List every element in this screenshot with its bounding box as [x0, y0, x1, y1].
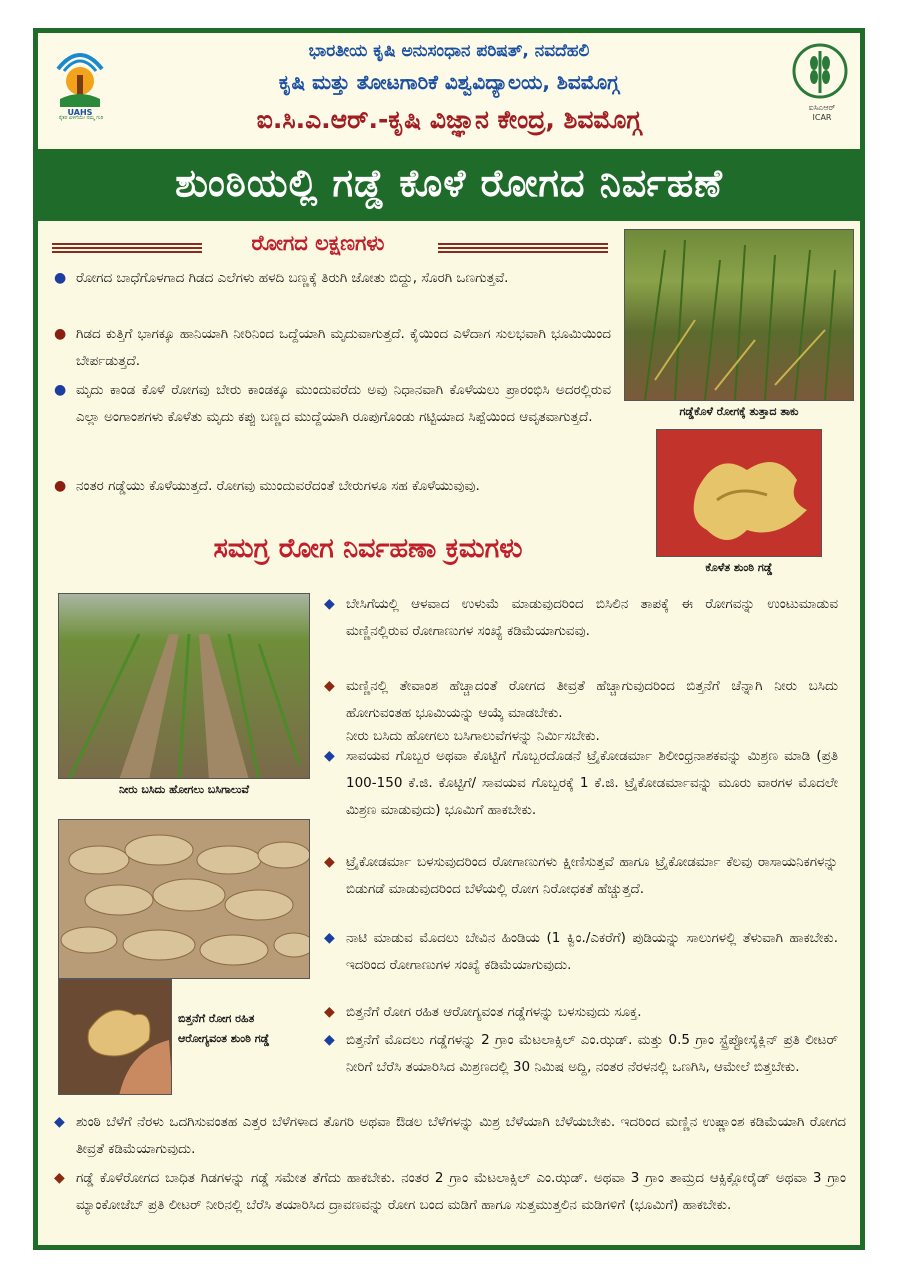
management-text: ಬಿತ್ತನೆಗೆ ರೋಗ ರಹಿತ ಆರೋಗ್ಯವಂತ ಗಡ್ಡೆಗಳನ್ನು ಬಳಸುವುದು ಸೂಕ್ತ. — [346, 1004, 642, 1020]
bullet-dot-icon: ● — [54, 478, 67, 494]
symptom-text: ರೋಗದ ಬಾಧೆಗೊಳಗಾದ ಗಿಡದ ಎಲೆಗಳು ಹಳದಿ ಬಣ್ಣಕ್ಕೆ ತಿರುಗಿ ಜೋತು ಬಿದ್ದು, ಸೊರಗಿ ಒಣಗುತ್ತವೆ. — [76, 270, 509, 286]
poster-title: ಶುಂಠಿಯಲ್ಲಿ ಗಡ್ಡೆ ಕೊಳೆ ರೋಗದ ನಿರ್ವಹಣೆ — [175, 161, 723, 205]
bullet-diamond-icon: ◆ — [324, 678, 335, 694]
poster-frame — [33, 28, 865, 1250]
symptom-text: ಗಿಡದ ಕುತ್ತಿಗೆ ಭಾಗಕ್ಕೂ ಹಾನಿಯಾಗಿ ನೀರಿನಿಂದ ಒದ್ದೆಯಾಗಿ ಮೃದುವಾಗುತ್ತದೆ. ಕೈಯಿಂದ ಎಳೆದಾಗ ಸುಲಭವಾಗಿ ಭೂಮಿಯಿಂದ ಬೇರ್ಪಡುತ್ತದೆ. — [76, 326, 611, 369]
bullet-diamond-icon: ◆ — [54, 1170, 65, 1186]
header — [38, 33, 860, 145]
caption-healthy-seed: ಬಿತ್ತನೆಗೆ ರೋಗ ರಹಿತ ಆರೋಗ್ಯವಂತ ಶುಂಠಿ ಗಡ್ಡೆ — [178, 1012, 270, 1045]
management-text: ಸಾವಯವ ಗೊಬ್ಬರ ಅಥವಾ ಕೊಟ್ಟಿಗೆ ಗೊಬ್ಬರದೊಡನೆ ಟ್ರೈಕೋಡರ್ಮಾ ಶಿಲೀಂಧ್ರನಾಶಕವನ್ನು ಮಿಶ್ರಣ ಮಾಡಿ (ಪ್ರತಿ 100-150 ಕೆ.ಜಿ. ಕೊಟ್ಟಿಗೆ/ ಸಾವಯವ ಗೊಬ್ಬರಕ್ಕೆ 1 ಕೆ.ಜಿ. ಟ್ರೈಕೋಡರ್ಮಾವನ್ನು ಮೂರು ವಾರಗಳ ಮೊದಲೇ ಮಿಶ್ರಣ ಮಾಡುವುದು) ಭೂಮಿಗೆ ಹಾಕಬೇಕು. — [346, 748, 838, 818]
symptom-item-4 — [54, 473, 611, 500]
bullet-dot-icon: ● — [54, 326, 67, 342]
symptom-item-2 — [54, 321, 611, 375]
icar-kannada-label: ಐಸಿಎಆರ್ — [808, 103, 836, 112]
management-item-8 — [324, 1027, 838, 1081]
title-bar — [38, 149, 860, 221]
caption-rotten-rhizome: ಕೊಳೆತ ಶುಂಠಿ ಗಡ್ಡೆ — [705, 561, 773, 574]
bullet-diamond-icon: ◆ — [324, 748, 335, 764]
bullet-diamond-icon: ◆ — [324, 1004, 335, 1020]
management-item-7 — [324, 999, 838, 1026]
bullet-dot-icon: ● — [54, 382, 67, 398]
symptom-text: ಮೃದು ಕಾಂಡ ಕೊಳೆ ರೋಗವು ಬೇರು ಕಾಂಡಕ್ಕೂ ಮುಂದುವರೆದು ಅವು ನಿಧಾನವಾಗಿ ಕೊಳೆಯಲು ಪ್ರಾರಂಭಿಸಿ ಅದರಲ್ಲಿರುವ ಎಲ್ಲಾ ಅಂಗಾಂಶಗಳು ಕೊಳೆತು ಮೃದು ಕಪ್ಪು ಬಣ್ಣದ ಮುದ್ದೆಯಾಗಿ ರೂಪುಗೊಂಡು ಗಟ್ಟಿಯಾದ ಸಿಪ್ಪೆಯಿಂದ ಆವೃತವಾಗುತ್ತದೆ. — [76, 382, 611, 425]
bullet-diamond-icon: ◆ — [324, 930, 335, 946]
caption-affected-plants: ಗಡ್ಡೆಕೊಳೆ ರೋಗಕ್ಕೆ ತುತ್ತಾದ ತಾಕು — [679, 405, 799, 418]
management-item-10 — [54, 1165, 846, 1219]
uahs-tagline: ರೈತರ ಏಳಿಗೆಯೇ ನಮ್ಮ ಗುರಿ — [58, 115, 104, 121]
management-text: ನಾಟಿ ಮಾಡುವ ಮೊದಲು ಬೇವಿನ ಹಿಂಡಿಯ (1 ಕ್ವಿಂ./ಎಕರೆಗೆ) ಪುಡಿಯನ್ನು ಸಾಲುಗಳಲ್ಲಿ ತೆಳುವಾಗಿ ಹಾಕಬೇಕು. ಇದರಿಂದ ರೋಗಾಣುಗಳ ಸಂಖ್ಯೆ ಕಡಿಮೆಯಾಗುವುದು. — [346, 930, 838, 973]
management-item-9 — [54, 1109, 846, 1163]
heading-stripe-left — [52, 243, 202, 255]
header-line-3: ಐ.ಸಿ.ಎ.ಆರ್.-ಕೃಷಿ ವಿಜ್ಞಾನ ಕೇಂದ್ರ, ಶಿವಮೊಗ್ಗ — [256, 105, 642, 134]
caption-drainage: ನೀರು ಬಸಿದು ಹೋಗಲು ಬಸಿಗಾಲುವೆ — [118, 783, 250, 796]
header-line-2: ಕೃಷಿ ಮತ್ತು ತೋಟಗಾರಿಕೆ ವಿಶ್ವವಿದ್ಯಾಲಯ, ಶಿವಮೊಗ್ಗ — [278, 70, 620, 94]
symptom-text: ನಂತರ ಗಡ್ಡೆಯು ಕೊಳೆಯುತ್ತದೆ. ರೋಗವು ಮುಂದುವರೆದಂತೆ ಬೇರುಗಳೂ ಸಹ ಕೊಳೆಯುವುವು. — [76, 478, 480, 494]
photo-rotten-rhizome — [656, 429, 822, 557]
management-item-5 — [324, 849, 838, 903]
management-item-1 — [324, 591, 838, 645]
management-item-4 — [324, 743, 838, 824]
bullet-diamond-icon: ◆ — [324, 1032, 335, 1048]
management-text: ಶುಂಠಿ ಬೆಳೆಗೆ ನೆರಳು ಒದಗಿಸುವಂತಹ ಎತ್ತರ ಬೆಳೆಗಳಾದ ತೊಗರಿ ಅಥವಾ ಔಡಲ ಬೆಳೆಗಳನ್ನು ಮಿಶ್ರ ಬೆಳೆಯಾಗಿ ಬೆಳೆಯಬೇಕು. ಇದರಿಂದ ಮಣ್ಣಿನ ಉಷ್ಣಾಂಶ ಕಡಿಮೆಯಾಗಿ ರೋಗದ ತೀವ್ರತೆ ಕಡಿಮೆಯಾಗುವುದು. — [76, 1114, 846, 1157]
icar-english-label: ICAR — [812, 113, 832, 122]
symptoms-heading: ರೋಗದ ಲಕ್ಷಣಗಳು — [251, 231, 385, 255]
bullet-dot-icon: ● — [54, 270, 67, 286]
management-text: ಬೇಸಿಗೆಯಲ್ಲಿ ಆಳವಾದ ಉಳುಮೆ ಮಾಡುವುದರಿಂದ ಬಿಸಿಲಿನ ತಾಪಕ್ಕೆ ಈ ರೋಗವನ್ನು ಉಂಟುಮಾಡುವ ಮಣ್ಣಿನಲ್ಲಿರುವ ರೋಗಾಣುಗಳ ಸಂಖ್ಯೆ ಕಡಿಮೆಯಾಗುವವು. — [346, 596, 838, 639]
uahs-logo-text: UAHS — [67, 108, 93, 117]
management-text: ಮಣ್ಣಿನಲ್ಲಿ ತೇವಾಂಶ ಹೆಚ್ಚಾದಂತೆ ರೋಗದ ತೀವ್ರತೆ ಹೆಚ್ಚಾಗುವುದರಿಂದ ಬಿತ್ತನೆಗೆ ಚೆನ್ನಾಗಿ ನೀರು ಬಸಿದು ಹೋಗುವಂತಹ ಭೂಮಿಯನ್ನು ಆಯ್ಕೆ ಮಾಡಬೇಕು. — [346, 678, 838, 721]
photo-healthy-rhizome-hand — [58, 979, 172, 1095]
icar-label — [798, 103, 846, 123]
header-line-1: ಭಾರತೀಯ ಕೃಷಿ ಅನುಸಂಧಾನ ಪರಿಷತ್, ನವದೆಹಲಿ — [308, 41, 590, 61]
symptom-item-1 — [54, 265, 611, 292]
management-text: ಟ್ರೈಕೋಡರ್ಮಾ ಬಳಸುವುದರಿಂದ ರೋಗಾಣುಗಳು ಕ್ಷೀಣಿಸುತ್ತವೆ ಹಾಗೂ ಟ್ರೈಕೋಡರ್ಮಾ ಕೆಲವು ರಾಸಾಯನಿಕಗಳನ್ನು ಬಿಡುಗಡೆ ಮಾಡುವುದರಿಂದ ಬೆಳೆಯಲ್ಲಿ ರೋಗ ನಿರೋಧಕತೆ ಹೆಚ್ಚುತ್ತದೆ. — [346, 854, 838, 897]
photo-drainage-channel — [58, 593, 310, 779]
symptom-item-3 — [54, 377, 611, 431]
management-text: ಬಿತ್ತನೆಗೆ ಮೊದಲು ಗಡ್ಡೆಗಳನ್ನು 2 ಗ್ರಾಂ ಮೆಟಲಾಕ್ಸಿಲ್ ಎಂ.ಝಡ್. ಮತ್ತು 0.5 ಗ್ರಾಂ ಸ್ಟ್ರೆಪ್ಟೋಸೈಕ್ಲಿನ್ ಪ್ರತಿ ಲೀಟರ್ ನೀರಿಗೆ ಬೆರೆಸಿ ತಯಾರಿಸಿದ ಮಿಶ್ರಣದಲ್ಲಿ 30 ನಿಮಿಷ ಅದ್ದಿ, ನಂತರ ನೆರಳನಲ್ಲಿ ಒಣಗಿಸಿ, ಆಮೇಲೆ ಬಿತ್ತಬೇಕು. — [346, 1032, 838, 1075]
bullet-diamond-icon: ◆ — [324, 596, 335, 612]
management-item-2 — [324, 673, 838, 727]
photo-healthy-rhizomes-pile — [58, 819, 310, 979]
management-text: ಗಡ್ಡೆ ಕೊಳೆರೋಗದ ಬಾಧಿತ ಗಿಡಗಳನ್ನು ಗಡ್ಡೆ ಸಮೇತ ತೆಗೆದು ಹಾಕಬೇಕು. ನಂತರ 2 ಗ್ರಾಂ ಮೆಟಲಾಕ್ಸಿಲ್ ಎಂ.ಝಡ್. ಅಥವಾ 3 ಗ್ರಾಂ ತಾಮ್ರದ ಆಕ್ಸಿಕ್ಲೋರೈಡ್ ಅಥವಾ 3 ಗ್ರಾಂ ಮ್ಯಾಂಕೋಜೆಬ್ ಪ್ರತಿ ಲೀಟರ್ ನೀರಿನಲ್ಲಿ ಬೆರೆಸಿ ತಯಾರಿಸಿದ ದ್ರಾವಣವನ್ನು ರೋಗ ಬಂದ ಮಡಿಗೆ ಹಾಗೂ ಸುತ್ತಮುತ್ತಲಿನ ಮಡಿಗಳಿಗೆ (ಭೂಮಿಗೆ) ಹಾಕಬೇಕು. — [76, 1170, 846, 1213]
bullet-diamond-icon: ◆ — [324, 854, 335, 870]
photo-affected-plants — [624, 229, 854, 401]
management-heading: ಸಮಗ್ರ ರೋಗ ನಿರ್ವಹಣಾ ಕ್ರಮಗಳು — [213, 533, 523, 564]
management-text: ನೀರು ಬಸಿದು ಹೋಗಲು ಬಸಿಗಾಲುವೆಗಳನ್ನು ನಿರ್ಮಿಸಬೇಕು. — [346, 728, 600, 744]
bullet-diamond-icon: ◆ — [54, 1114, 65, 1130]
management-item-6 — [324, 925, 838, 979]
heading-stripe-right — [438, 243, 608, 255]
